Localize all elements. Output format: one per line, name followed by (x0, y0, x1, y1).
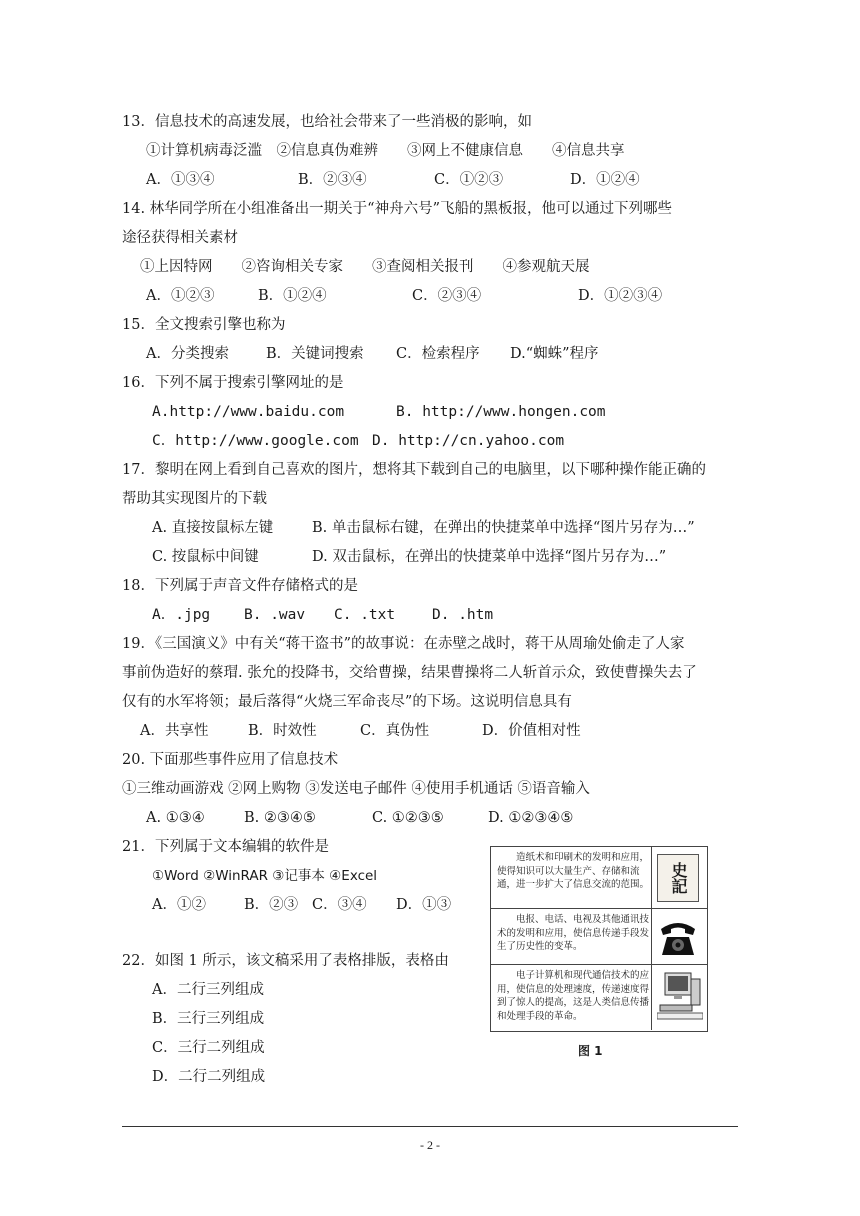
q19-option-c: C．真伪性 (360, 723, 430, 739)
q14-option-a: A．①②③ (146, 288, 215, 304)
q22-option-a: A．二行三列组成 (152, 982, 264, 998)
q15-option-d: D.“蜘蛛”程序 (510, 346, 599, 362)
q22-option-b: B．三行三列组成 (152, 1011, 265, 1027)
q22-option-d: D．二行二列组成 (152, 1069, 266, 1085)
q13-option-b: B．②③④ (298, 172, 367, 188)
figure-caption: 图 1 (578, 1044, 603, 1058)
q15-option-b: B．关键词搜索 (266, 346, 364, 362)
q18-option-c: C. .txt (334, 607, 396, 623)
q17-stem-line1: 17．黎明在网上看到自己喜欢的图片，想将其下载到自己的电脑里，以下哪种操作能正确的 (122, 462, 706, 478)
figure-row-telecom (491, 909, 707, 965)
q14-option-b: B．①②④ (258, 288, 327, 304)
q14-option-d: D．①②③④ (578, 288, 663, 304)
q14-option-c: C．②③④ (412, 288, 482, 304)
q20-items: ①三维动画游戏 ②网上购物 ③发送电子邮件 ④使用手机通话 ⑤语音输入 (122, 781, 590, 797)
q17-stem-line2: 帮助其实现图片的下载 (122, 491, 267, 507)
q18-option-b: B. .wav (244, 607, 306, 623)
q17-option-a: A. 直接按鼠标左键 (152, 520, 274, 536)
q17-option-d: D. 双击鼠标，在弹出的快捷菜单中选择“图片另存为…” (312, 549, 667, 565)
q17-option-b: B. 单击鼠标右键，在弹出的快捷菜单中选择“图片另存为…” (312, 520, 695, 536)
q21-option-d: D．①③ (396, 897, 452, 913)
q13-option-c: C．①②③ (434, 172, 504, 188)
q14-stem-line2: 途径获得相关素材 (122, 230, 238, 246)
book-title-text: 史記 (669, 862, 688, 894)
figure-1-table (490, 846, 708, 1032)
q22-option-c: C．三行二列组成 (152, 1040, 265, 1056)
q19-stem-line1: 19．《三国演义》中有关“蒋干盗书”的故事说：在赤壁之战时，蒋干从周瑜处偷走了人家 (122, 636, 685, 652)
figure-row2-text: 电报、电话、电视及其他通讯技术的发明和应用，使信息传递手段发生了历史性的变革。 (497, 914, 650, 952)
q16-stem: 16．下列不属于搜索引擎网址的是 (122, 375, 344, 391)
q16-option-b: B. http://www.hongen.com (396, 404, 606, 420)
q21-option-c: C．③④ (312, 897, 367, 913)
footer-divider (122, 1126, 738, 1127)
q18-option-a: A．.jpg (152, 607, 211, 623)
q13-stem: 13．信息技术的高速发展，也给社会带来了一些消极的影响，如 (122, 114, 532, 130)
q19-option-b: B．时效性 (248, 723, 317, 739)
q14-stem-line1: 14. 林华同学所在小组准备出一期关于“神舟六号”飞船的黑板报，他可以通过下列哪些 (122, 201, 672, 217)
q17-option-c: C. 按鼠标中间键 (152, 549, 259, 565)
q19-option-a: A．共享性 (140, 723, 209, 739)
q18-stem: 18．下列属于声音文件存储格式的是 (122, 578, 358, 594)
q13-option-a: A．①③④ (146, 172, 215, 188)
q19-option-d: D．价值相对性 (482, 723, 581, 739)
q21-option-b: B．②③ (244, 897, 299, 913)
q21-items: ①Word ②WinRAR ③记事本 ④Excel (152, 868, 378, 884)
figure-row1-text: 造纸术和印刷术的发明和应用，使得知识可以大量生产、存储和流通，进一步扩大了信息交流的范围。 (497, 852, 650, 890)
q20-stem: 20. 下面那些事件应用了信息技术 (122, 752, 339, 768)
q13-option-d: D．①②④ (570, 172, 640, 188)
q20-option-b: B. ②③④⑤ (244, 810, 316, 826)
q15-option-a: A．分类搜索 (146, 346, 229, 362)
telephone-icon (657, 915, 699, 959)
page-number: - 2 - (420, 1138, 440, 1152)
q16-option-c: C．http://www.google.com (152, 433, 359, 449)
q20-option-a: A. ①③④ (146, 810, 205, 826)
q16-option-a: A.http://www.baidu.com (152, 404, 345, 420)
computer-icon (657, 971, 703, 1021)
q15-option-c: C．检索程序 (396, 346, 480, 362)
q21-option-a: A．①② (152, 897, 206, 913)
q18-option-d: D. .htm (432, 607, 494, 623)
q21-stem: 21．下列属于文本编辑的软件是 (122, 839, 329, 855)
figure-row3-text: 电子计算机和现代通信技术的应用，使信息的处理速度，传递速度得到了惊人的提高，这是人类信息传播和处理手段的革命。 (497, 970, 650, 1022)
q14-items: ①上因特网 ②咨询相关专家 ③查阅相关报刊 ④参观航天展 (140, 259, 590, 275)
q20-option-c: C. ①②③⑤ (372, 810, 444, 826)
q19-stem-line3: 仅有的水军将领；最后落得“火烧三军命丧尽”的下场。这说明信息具有 (122, 694, 572, 710)
book-cover-image (657, 854, 699, 902)
q20-option-d: D. ①②③④⑤ (488, 810, 574, 826)
q16-option-d: D. http://cn.yahoo.com (372, 433, 565, 449)
q22-stem: 22．如图 1 所示，该文稿采用了表格排版，表格由 (122, 953, 449, 969)
figure-row-printing (491, 847, 707, 909)
q13-items: ①计算机病毒泛滥 ②信息真伪难辨 ③网上不健康信息 ④信息共享 (146, 143, 625, 159)
q15-stem: 15．全文搜索引擎也称为 (122, 317, 286, 333)
figure-row-computer (491, 965, 707, 1030)
q19-stem-line2: 事前伪造好的蔡瑁. 张允的投降书，交给曹操，结果曹操将二人斩首示众，致使曹操失去了 (122, 665, 697, 681)
